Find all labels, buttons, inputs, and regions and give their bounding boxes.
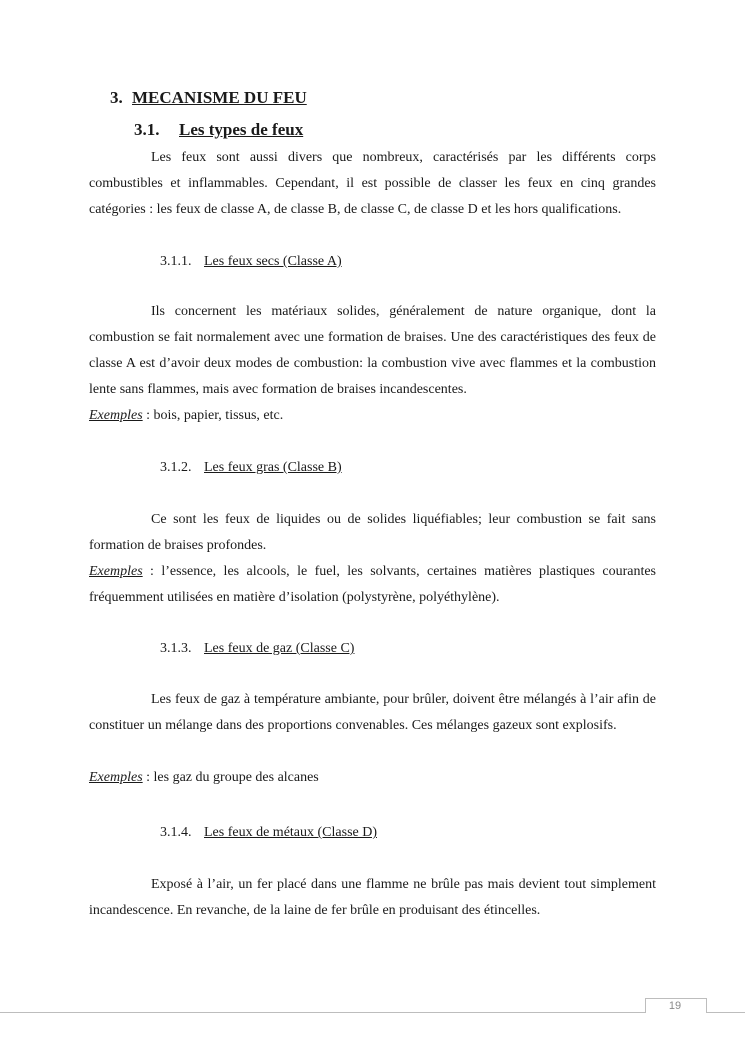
class-a-number: 3.1.1. — [160, 254, 192, 269]
class-a-examples-label: Exemples — [89, 408, 143, 423]
section-title: MECANISME DU FEU — [132, 88, 307, 107]
section-number: 3. — [110, 88, 123, 107]
class-b-examples-text: : l’essence, les alcools, le fuel, les solvants, certaines matières plastiques courantes fréquemment utilisées en matière d’isolation (polystyrène, polyéthylène). — [89, 564, 656, 605]
class-d-title: Les feux de métaux (Classe D) — [204, 825, 377, 840]
class-b-examples-label: Exemples — [89, 564, 143, 579]
class-a-paragraph — [89, 299, 656, 403]
class-a-body: Ils concernent les matériaux solides, généralement de nature organique, dont la combustion se fait normalement avec une formation de braises. Une des caractéristiques des feux de classe A est d’avoir deux modes de combustion: la combustion vive avec flammes et la combustion lente sans flammes, mais avec formation de braises incandescentes. — [89, 304, 656, 397]
class-a-title: Les feux secs (Classe A) — [204, 254, 342, 269]
intro-text: Les feux sont aussi divers que nombreux, caractérisés par les différents corps combustibles et inflammables. Cependant, il est possible de classer les feux en cinq grandes catégories : les feux de classe A, de classe B, de classe C, de classe D et les hors qualifications. — [89, 150, 656, 217]
class-c-title: Les feux de gaz (Classe C) — [204, 641, 355, 656]
class-a-examples — [89, 403, 283, 429]
class-c-examples-label: Exemples — [89, 770, 143, 785]
class-b-title: Les feux gras (Classe B) — [204, 460, 342, 475]
class-b-examples — [89, 559, 656, 611]
class-c-number: 3.1.3. — [160, 641, 192, 656]
class-a-examples-text: : bois, papier, tissus, etc. — [142, 408, 284, 423]
class-c-body: Les feux de gaz à température ambiante, pour brûler, doivent être mélangés à l’air afin de constituer un mélange dans des proportions convenables. Ces mélanges gazeux sont explosifs. — [89, 692, 656, 733]
class-c-heading — [160, 641, 354, 657]
class-b-heading — [160, 460, 342, 476]
class-c-paragraph — [89, 687, 656, 739]
class-d-paragraph — [89, 872, 656, 924]
subsection-title: Les types de feux — [179, 120, 304, 139]
class-c-examples-text: : les gaz du groupe des alcanes — [142, 770, 319, 785]
class-c-examples — [89, 765, 319, 791]
class-d-number: 3.1.4. — [160, 825, 192, 840]
page-number: 19 — [668, 1000, 682, 1012]
section-heading — [110, 88, 307, 108]
subsection-number: 3.1. — [134, 120, 160, 139]
footer-rule — [0, 1012, 745, 1013]
intro-paragraph — [89, 145, 656, 223]
class-b-number: 3.1.2. — [160, 460, 192, 475]
class-d-heading — [160, 825, 377, 841]
class-d-body: Exposé à l’air, un fer placé dans une flamme ne brûle pas mais devient tout simplement incandescence. En revanche, de la laine de fer brûle en produisant des étincelles. — [89, 877, 656, 918]
class-b-paragraph — [89, 507, 656, 559]
subsection-heading — [134, 120, 303, 140]
class-a-heading — [160, 254, 342, 270]
class-b-body: Ce sont les feux de liquides ou de solides liquéfiables; leur combustion se fait sans formation de braises profondes. — [89, 512, 656, 553]
